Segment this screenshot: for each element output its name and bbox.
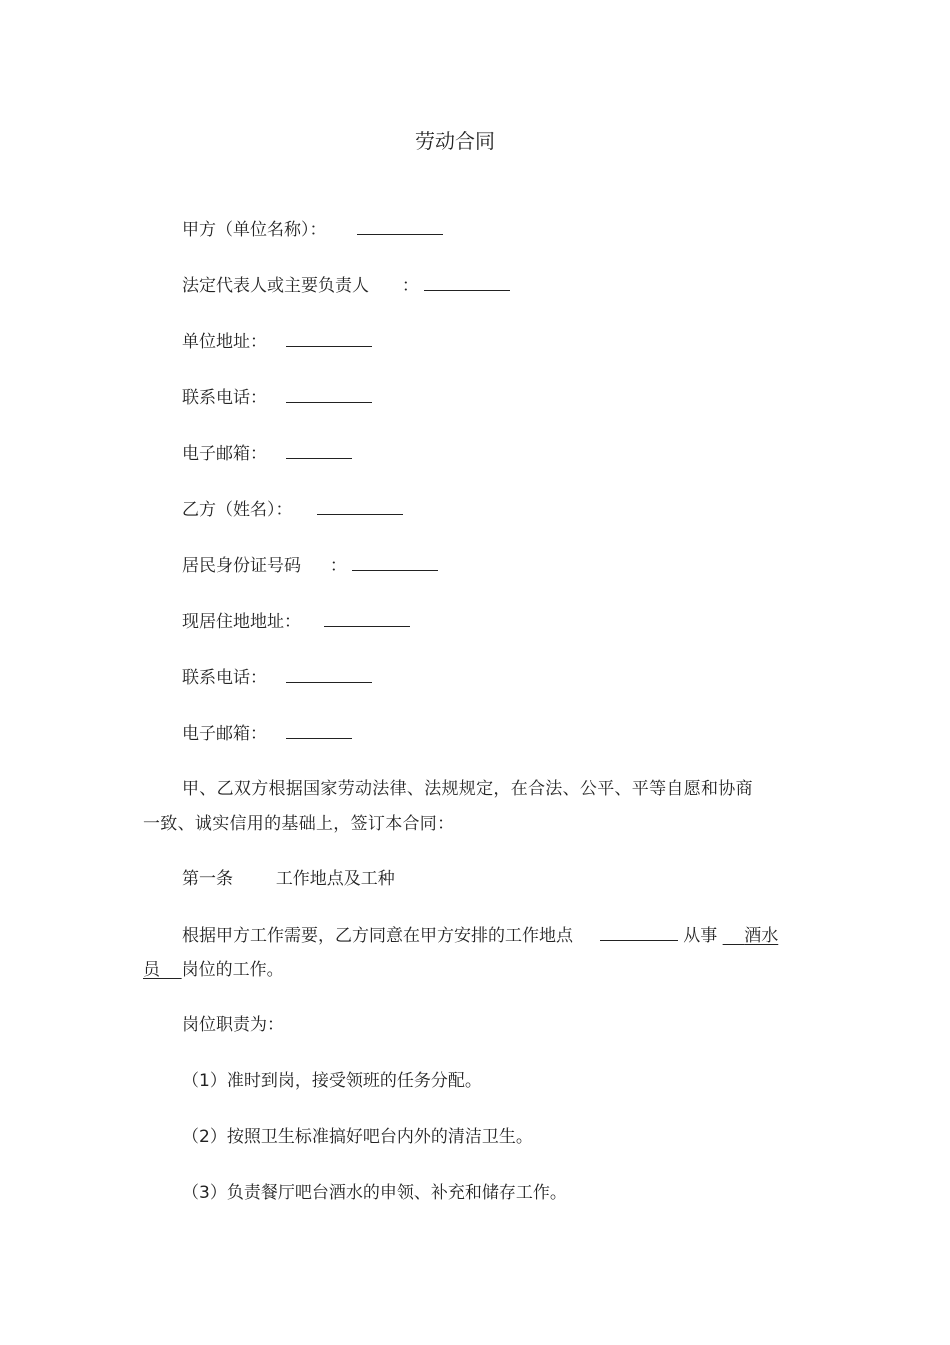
- party-a-name-label: 甲方（单位名称）：: [182, 220, 327, 240]
- party-b-id-row: [182, 554, 438, 577]
- party-b-name-row: [182, 498, 403, 521]
- party-b-phone-label: 联系电话：: [182, 668, 267, 688]
- duty-item-1: （1）准时到岗，接受领班的任务分配。: [182, 1071, 482, 1091]
- article-1-text-part-1: 根据甲方工作需要，乙方同意在甲方安排的工作地点: [182, 926, 573, 946]
- party-b-id-colon: ：: [329, 556, 347, 576]
- party-b-address-label: 现居住地地址：: [182, 612, 301, 632]
- party-a-phone-blank: [286, 386, 372, 403]
- article-1-heading: 工作地点及工种: [275, 869, 395, 889]
- article-1-text-row-2: [143, 959, 284, 981]
- party-a-phone-row: [182, 386, 372, 409]
- party-a-phone-label: 联系电话：: [182, 388, 267, 408]
- party-a-address-row: [182, 330, 372, 353]
- party-a-email-label: 电子邮箱：: [182, 444, 267, 464]
- party-b-phone-blank: [286, 666, 372, 683]
- job-title-part-2: 员: [143, 960, 160, 980]
- party-b-address-blank: [324, 610, 410, 627]
- job-title-part-1: 酒水: [744, 926, 779, 946]
- party-b-phone-row: [182, 666, 372, 689]
- article-1-text-row-1: [182, 924, 778, 947]
- party-b-id-blank: [352, 554, 438, 571]
- party-a-name-blank: [357, 218, 443, 235]
- preamble-line-2: 一致、诚实信用的基础上，签订本合同：: [143, 814, 455, 834]
- party-a-email-row: [182, 442, 352, 465]
- duties-label: 岗位职责为：: [182, 1015, 284, 1035]
- party-b-name-blank: [317, 498, 403, 515]
- party-b-email-blank: [286, 722, 352, 739]
- party-a-email-blank: [286, 442, 352, 459]
- party-b-name-label: 乙方（姓名）：: [182, 500, 293, 520]
- duty-item-2: （2）按照卫生标准搞好吧台内外的清洁卫生。: [182, 1127, 533, 1147]
- party-a-address-blank: [286, 330, 372, 347]
- party-a-rep-blank: [424, 274, 510, 291]
- party-a-rep-label: 法定代表人或主要负责人: [182, 276, 369, 296]
- party-a-name-row: [182, 218, 443, 241]
- party-b-email-label: 电子邮箱：: [182, 724, 267, 744]
- page-title: 劳动合同: [415, 129, 495, 153]
- party-b-address-row: [182, 610, 410, 633]
- party-a-rep-row: [182, 274, 510, 297]
- duty-item-3: （3）负责餐厅吧台酒水的申领、补充和储存工作。: [182, 1183, 567, 1203]
- preamble-line-1: 甲、乙双方根据国家劳动法律、法规规定，在合法、公平、平等自愿和协商: [182, 779, 753, 799]
- party-a-rep-colon: ：: [401, 276, 419, 296]
- work-location-blank: [600, 924, 678, 941]
- article-1-text-part-3: 岗位的工作。: [181, 960, 284, 980]
- party-b-email-row: [182, 722, 352, 745]
- article-1-number: 第一条: [182, 869, 233, 889]
- party-a-address-label: 单位地址：: [182, 332, 267, 352]
- article-1-heading-row: [182, 868, 395, 890]
- party-b-id-label: 居民身份证号码: [182, 556, 301, 576]
- article-1-text-part-2: 从事: [683, 926, 718, 946]
